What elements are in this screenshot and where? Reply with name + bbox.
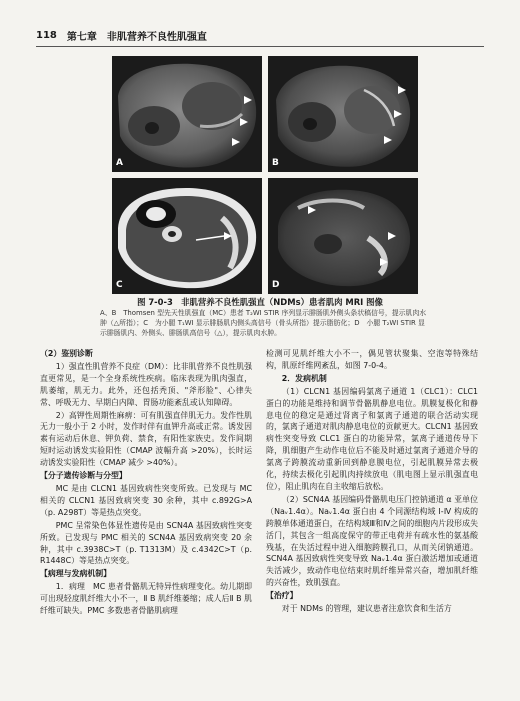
- mri-image-d: [268, 178, 418, 294]
- paragraph: 检测可见肌纤维大小不一，偶见管状聚集、空泡等特殊结构，肌原纤维网紊乱，如图 7-0-4。: [266, 349, 478, 370]
- header-divider: [36, 46, 484, 47]
- mri-panel-a: [112, 56, 262, 172]
- section-heading: 【治疗】: [266, 591, 298, 601]
- paragraph: 1．病理 MC 患者骨骼肌无特异性病理变化。幼儿期即可出现轻度肌纤维大小不一，Ⅱ B 肌纤维萎缩；成人后Ⅱ B 肌纤维可缺失。PMC 多数患者骨骼肌病理: [40, 582, 252, 616]
- section-heading: 【分子遗传诊断与分型】: [40, 471, 127, 481]
- mri-image-b: [268, 56, 418, 172]
- mri-figure: [112, 56, 418, 294]
- panel-label: D: [272, 280, 280, 290]
- paragraph: 2）高钾性周期性麻痹：可有肌强直伴肌无力。发作性肌无力一般小于 2 小时，发作时伴有血钾升高或正常。诱发因素有运动后休息、钾负荷、禁食，有阳性家族史。发作间期短时运动诱发实验阳性（CMAP 波幅升高 >20%），长时运动诱发实验阳性（CMAP 减少 >40%）。: [40, 410, 252, 468]
- chapter-title: 非肌营养不良性肌强直: [106, 31, 207, 43]
- mri-image-c: [112, 178, 262, 294]
- panel-label: A: [116, 158, 123, 168]
- mri-image-a: [112, 56, 262, 172]
- panel-label: B: [272, 158, 279, 168]
- paragraph: （1）CLCN1 基因编码氯离子通道 1（CLC1）：CLC1 蛋白的功能是维持和调节骨骼肌静息电位。肌膜复极化和静息电位的稳定是通过肾离子和氯离子通道的联合活动实现的，氯离子通道对肌肉静息电位的贡献更大。CLCN1 基因致病性突变导致 CLC1 蛋白的功能异常，氯离子通道传导下降，肌细胞产生动作电位后不能及时通过氯离子通道介导的氯离子跨膜流动重新回到静息膜电位，引起肌膜异常去极化，持续去极化引起肌肉持续放电（肌电图上显示肌强直电位），阻止肌肉在自主收缩后放松。: [266, 386, 478, 491]
- left-text-column: [40, 348, 252, 618]
- paragraph: PMC 呈常染色体显性遗传是由 SCN4A 基因致病性突变所致。已发现与 PMC 相关的 SCN4A 基因致病突变 20 余种，其中 c.3938C>T（p. T1313M）及 c.4342C>T（p. R1448C）等是热点突变。: [40, 520, 252, 566]
- page-number: 118: [36, 29, 57, 41]
- paragraph: （2）SCN4A 基因编码骨骼肌电压门控钠通道 α 亚单位（Naᵥ1.4α）。Naᵥ1.4α 蛋白由 4 个同源结构域 Ⅰ-Ⅳ 构成的跨膜单体通道蛋白，在结构域Ⅲ和Ⅳ之间的细胞内片段形成失活门，其包含一组高度保守的带正电荷并有疏水性的氨基酸残基，在失活过程中进入细胞跨膜孔口，从而关闭钠通道。SCN4A 基因致病性突变导致 Naᵥ1.4α 蛋白激活增加或通道失活减少，致动作电位结束时肌纤维异常兴奋，增加肌纤维的兴奋性，致肌强直。: [266, 494, 478, 588]
- mri-panel-d: [268, 178, 418, 294]
- mri-panel-c: [112, 178, 262, 294]
- section-heading: 【病理与发病机制】: [40, 569, 112, 579]
- paragraph: 对于 NDMs 的管理，建议患者注意饮食和生活方: [281, 604, 452, 614]
- figure-caption-body: A、B Thomsen 型先天性肌强直（MC）患者 T₂WI STIR 序列显示腓肠肌外侧头条状稿信号，提示肌肉水肿（△所指）；C 为小腿 T₁WI 显示腓肠肌内侧头高信号（骨头所指）提示脂肪化；D 小腿 T₂WI STIR 显示腓肠肌内、外侧头、腓肠肌高信号（△），提示肌肉水肿。: [100, 309, 427, 337]
- paragraph: 1）强直性肌营养不良症（DM）：比非肌营养不良性肌强直更常见，是一个全身系统性疾病。临床表现为肌肉强直，肌萎缩，肌无力。此外，还包括秃顶、"斧形脸"、心律失常、呼吸无力、早期白内障、胃肠功能紊乱或认知障碍。: [40, 361, 252, 407]
- paragraph: MC 是由 CLCN1 基因致病性突变所致。已发现与 MC 相关的 CLCN1 基因致病突变 30 余种，其中 c.892G>A（p. A298T）等是热点突变。: [40, 483, 252, 517]
- figure-caption-title: 图 7-0-3 非肌营养不良性肌强直（NDMs）患者肌肉 MRI 图像: [137, 297, 383, 307]
- running-header: [36, 24, 476, 46]
- mri-panel-b: [268, 56, 418, 172]
- chapter-number: 第七章: [66, 31, 97, 43]
- section-heading: （2）鉴别诊断: [40, 349, 93, 358]
- section-heading: 2．发病机制: [281, 373, 327, 383]
- right-text-column: [266, 348, 478, 616]
- panel-label: C: [116, 280, 123, 290]
